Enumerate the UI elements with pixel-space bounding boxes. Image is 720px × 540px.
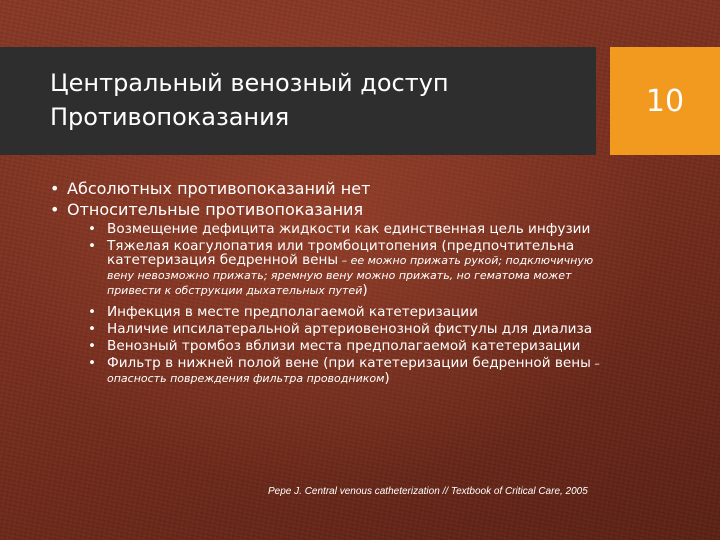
sub-bullet-fistula — [88, 322, 610, 336]
bullet-absolute — [50, 178, 610, 199]
sub-bullet-coagulopathy-note: – ее можно прижать рукой; подключичную вену невозможно прижать; яремную вену можно прижать, но гематома может привести к обструкции дыхательных путей — [107, 254, 594, 297]
sub-bullet-coagulopathy-text: Тяжелая коагулопатия или тромбоцитопения (предпочтительна катетеризация бедренной вены — [107, 238, 575, 268]
sub-bullet-infection-text: Инфекция в месте предполагаемой катетеризации — [107, 304, 478, 320]
sub-bullet-coagulopathy-close: ) — [362, 282, 368, 298]
bullet-relative — [50, 199, 610, 386]
sub-bullet-fluid-text: Возмещение дефицита жидкости как единственная цель инфузии — [107, 221, 591, 237]
page-number: 10 — [645, 84, 685, 119]
sub-bullet-filter-text: Фильтр в нижней полой вене (при катетеризации бедренной вены — [107, 355, 591, 371]
sub-bullet-coagulopathy — [88, 239, 610, 298]
sub-bullet-filter — [88, 356, 610, 386]
sub-bullet-infection — [88, 305, 610, 319]
sub-bullet-fluid — [88, 222, 610, 236]
sub-bullet-thrombosis — [88, 339, 610, 353]
main-bullet-list — [50, 178, 610, 386]
bullet-absolute-text: Абсолютных противопоказаний нет — [67, 179, 371, 198]
slide-title-line2: Противопоказания — [50, 103, 290, 131]
sub-bullet-thrombosis-text: Венозный тромбоз вблизи места предполагаемой катетеризации — [107, 338, 581, 354]
sub-bullet-filter-close: ) — [384, 370, 390, 386]
citation: Pepe J. Central venous catheterization // Textbook of Critical Care, 2005 — [268, 486, 588, 497]
slide-content — [50, 178, 610, 389]
sub-bullet-filter-note: – опасность повреждения фильтра проводником — [107, 357, 600, 385]
bullet-relative-text: Относительные противопоказания — [67, 200, 364, 219]
sub-bullet-fistula-text: Наличие ипсилатеральной артериовенозной фистулы для диализа — [107, 321, 593, 337]
relative-contraindications-list — [67, 222, 610, 386]
slide-title — [50, 66, 570, 134]
slide-title-line1: Центральный венозный доступ — [50, 69, 449, 97]
